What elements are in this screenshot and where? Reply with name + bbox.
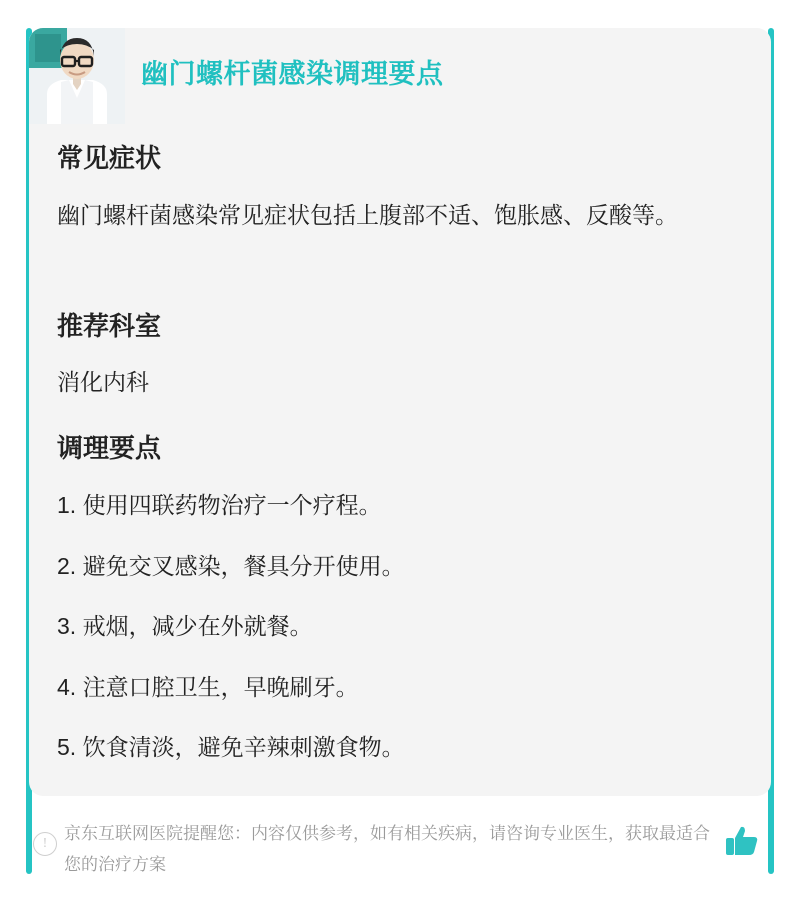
list-item: 5. 饮食清淡，避免辛辣刺激食物。 — [57, 734, 405, 760]
section-heading-points: 调理要点 — [57, 433, 162, 463]
section-heading-department: 推荐科室 — [57, 311, 162, 341]
list-item: 4. 注意口腔卫生，早晚刷牙。 — [57, 673, 359, 700]
disclaimer-text: 京东互联网医院提醒您：内容仅供参考，如有相关疾病，请咨询专业医生，获取最适合您的治疗方案 — [64, 824, 710, 875]
list-item: 2. 避免交叉感染，餐具分开使用。 — [57, 552, 405, 579]
list-item: 3. 戒烟，减少在外就餐。 — [57, 613, 313, 639]
section-text-symptoms: 幽门螺杆菌感染常见症状包括上腹部不适、饱胀感、反酸等。 — [57, 202, 678, 228]
page-title: 幽门螺杆菌感染调理要点 — [141, 59, 444, 89]
points-list — [57, 488, 725, 791]
thumbs-up-icon[interactable] — [722, 821, 762, 861]
section-text-department: 消化内科 — [57, 369, 149, 395]
list-item: 1. 使用四联药物治疗一个疗程。 — [57, 492, 382, 518]
section-heading-symptoms: 常见症状 — [57, 143, 162, 173]
info-icon: ! — [33, 832, 57, 856]
doctor-avatar-icon — [29, 28, 125, 124]
